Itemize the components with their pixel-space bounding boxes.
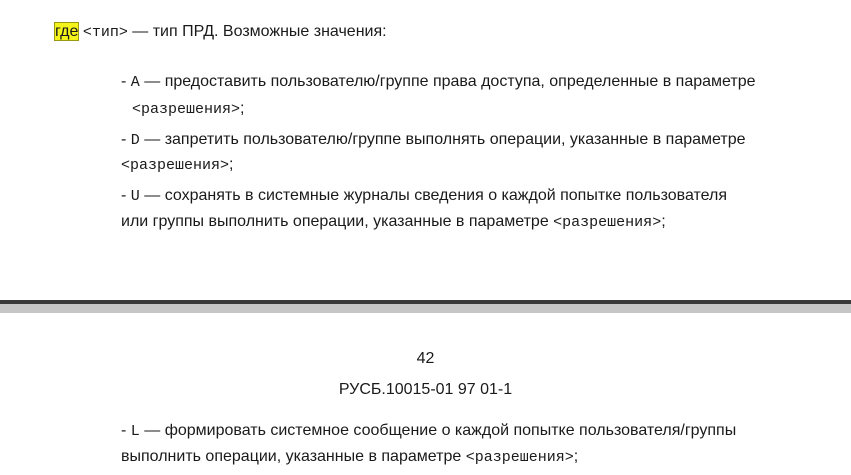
item-l-text: — формировать системное сообщение о каждой попытке пользователя/группы — [139, 422, 737, 439]
code-l: L — [130, 423, 140, 440]
search-highlight: где — [55, 23, 79, 40]
list-item-l-line2 — [121, 447, 578, 468]
list-dash: - — [121, 187, 131, 204]
list-dash: - — [121, 131, 131, 148]
item-a-text: — предоставить пользователю/группе права доступа, определенные в параметре — [139, 73, 756, 90]
param-permissions: <разрешения> — [132, 101, 241, 118]
page-number: 42 — [416, 350, 435, 367]
param-type: <тип> — [82, 24, 128, 41]
list-item-d-line1 — [121, 130, 746, 151]
item-u-end: ; — [661, 213, 666, 230]
param-permissions: <разрешения> — [121, 157, 230, 174]
item-d-end: ; — [229, 156, 234, 173]
item-d-text: — запретить пользователю/группе выполнять операции, указанные в параметре — [139, 131, 746, 148]
item-l-end: ; — [573, 448, 579, 465]
list-item-a-line2 — [132, 99, 244, 120]
param-permissions: <разрешения> — [553, 214, 662, 231]
list-item-l-line1 — [121, 421, 736, 442]
list-item-u-line1 — [121, 186, 727, 207]
list-item-d-line2 — [121, 155, 233, 176]
intro-text: — тип ПРД. Возможные значения: — [127, 23, 387, 40]
page-separator — [0, 300, 851, 313]
list-item-a-line1 — [121, 72, 756, 93]
item-u-text: — сохранять в системные журналы сведения о каждой попытке пользователя — [139, 187, 728, 204]
intro-line — [55, 22, 387, 43]
document-code: РУСБ.10015-01 97 01-1 — [338, 381, 513, 398]
item-l-text2: выполнить операции, указанные в параметре — [121, 448, 466, 465]
code-u: U — [130, 188, 140, 205]
item-u-text2: или группы выполнить операции, указанные в параметре — [121, 213, 554, 230]
param-permissions: <разрешения> — [465, 449, 574, 466]
item-a-end: ; — [240, 100, 245, 117]
list-item-u-line2 — [121, 212, 666, 233]
code-d: D — [130, 132, 140, 149]
code-a: A — [130, 74, 140, 91]
list-dash: - — [121, 73, 131, 90]
list-dash: - — [121, 422, 131, 439]
